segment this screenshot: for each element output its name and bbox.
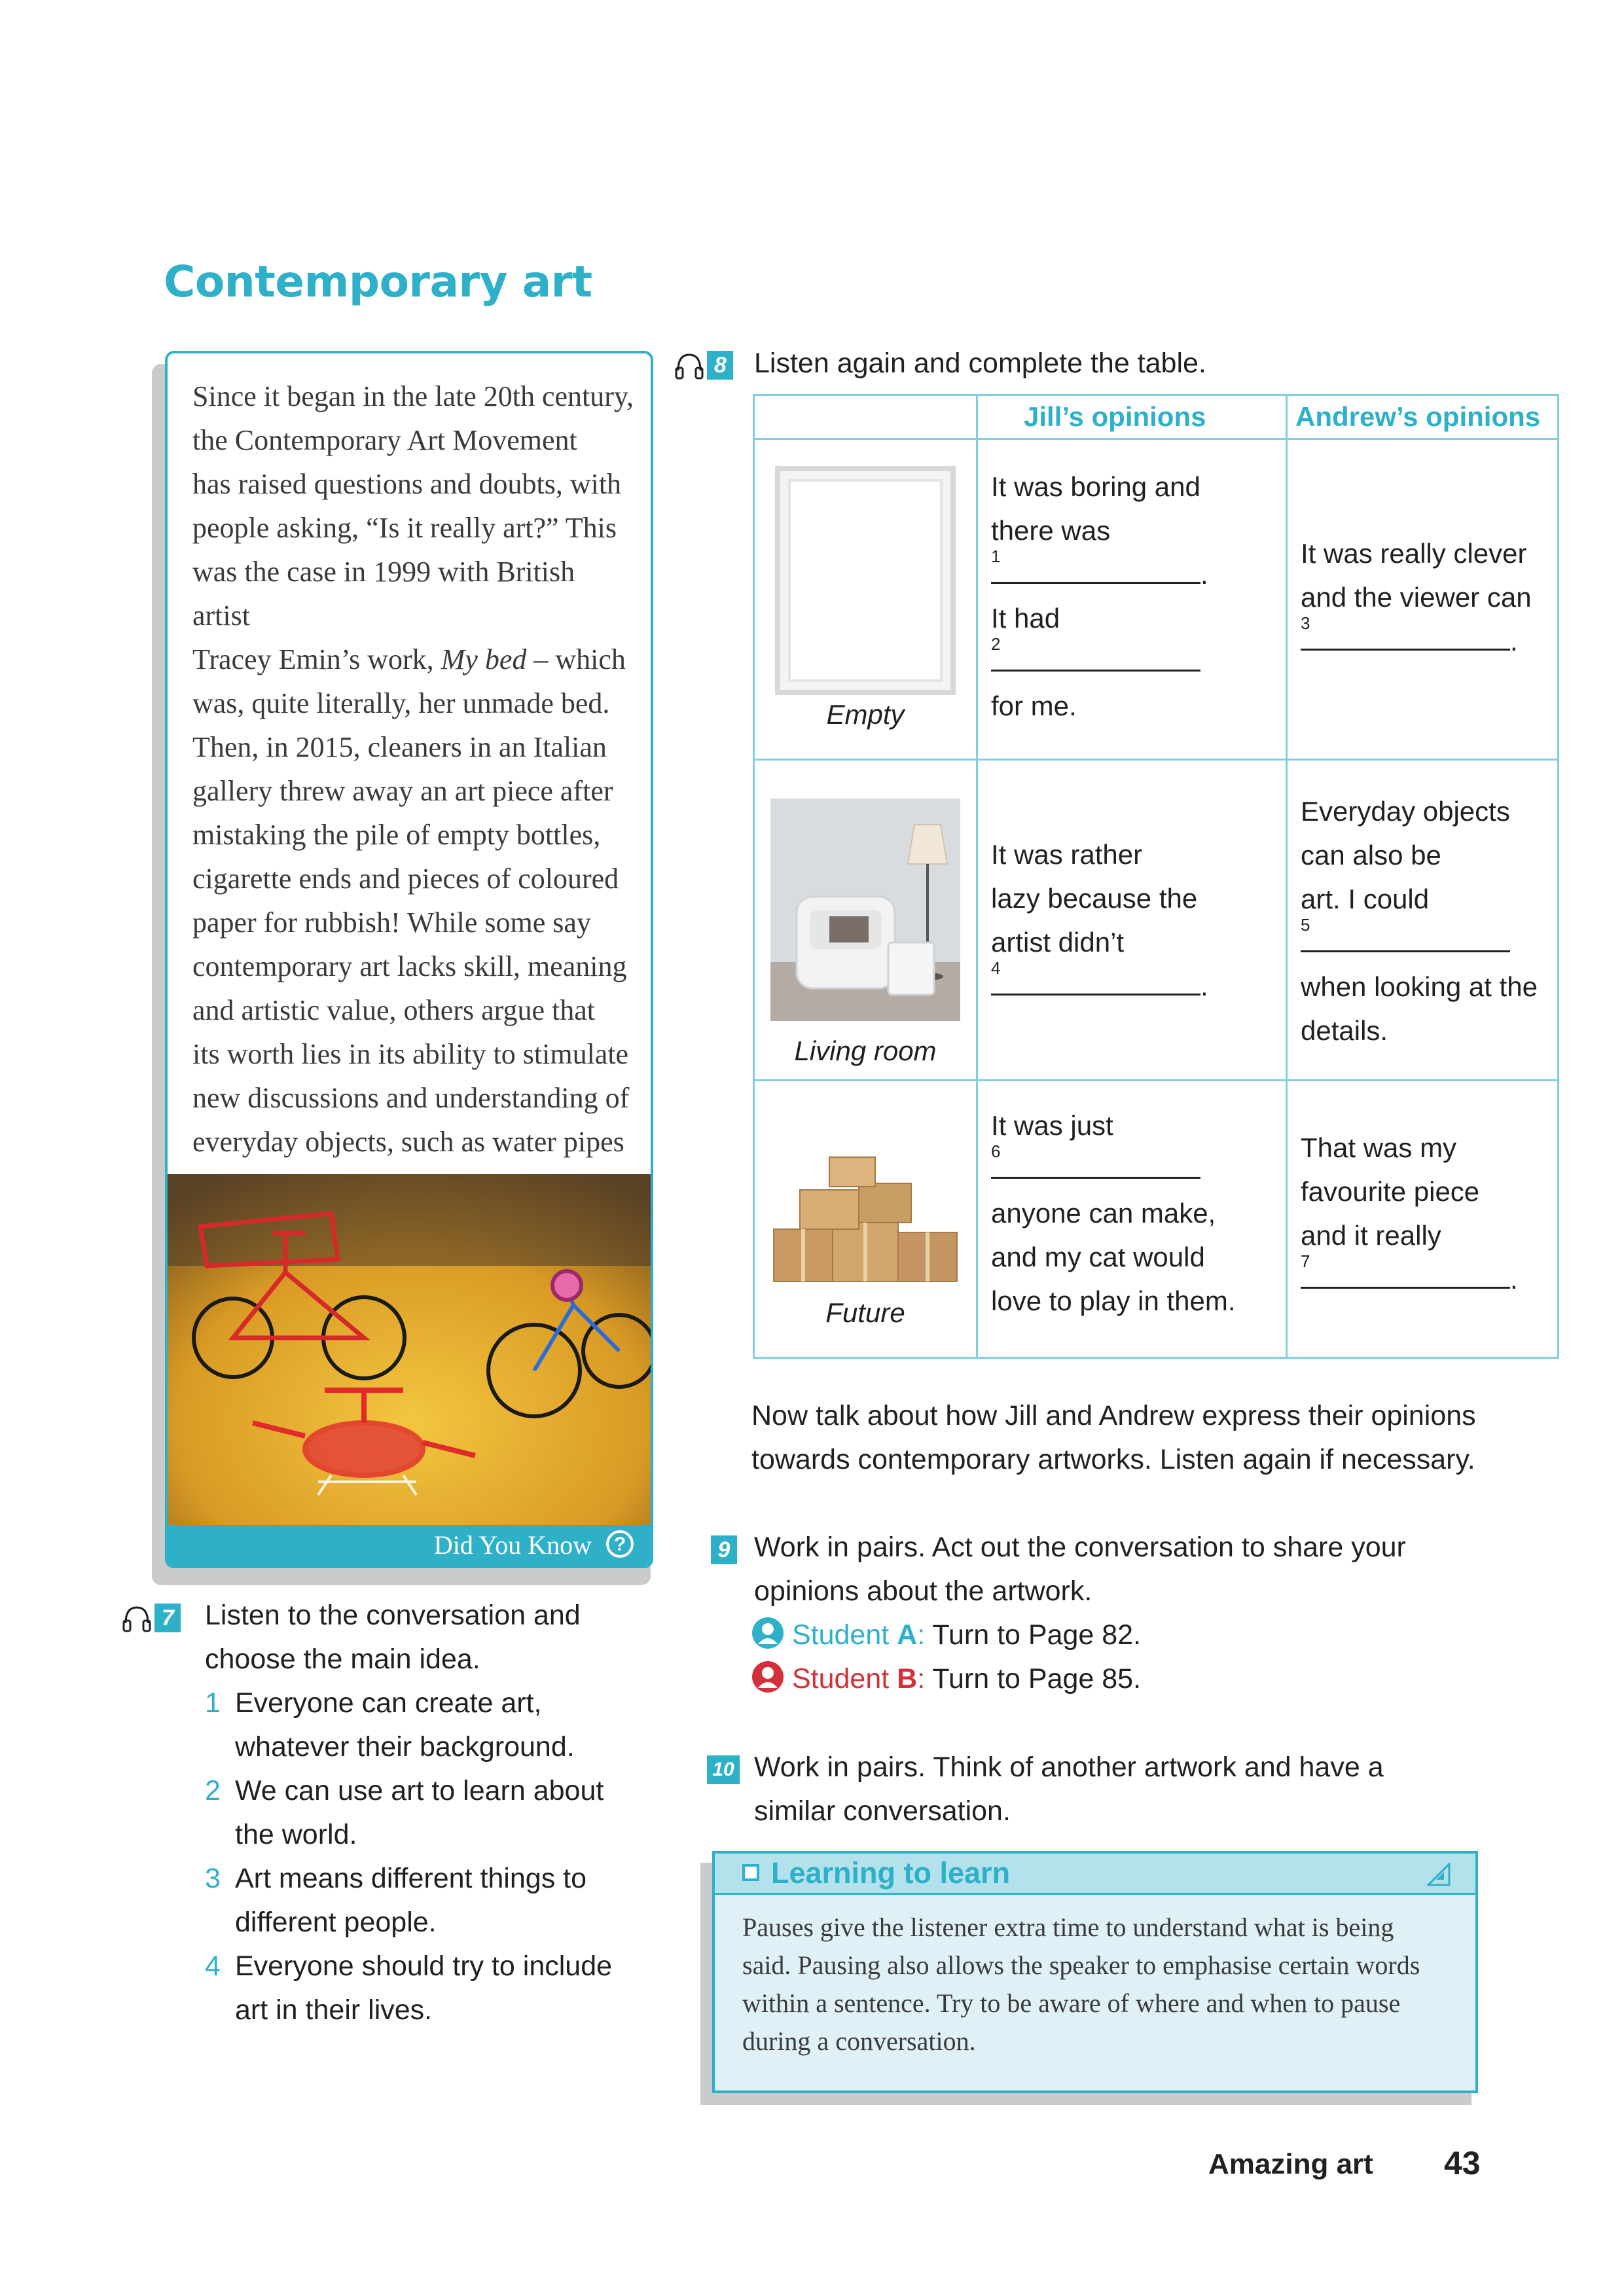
dyk-line: Then, in 2015, cleaners in an Italian <box>192 731 607 763</box>
answer-blank-line <box>1301 613 1557 663</box>
student-a-colon: : <box>917 1619 926 1651</box>
student-b-text: Turn to Page 85. <box>925 1663 1142 1695</box>
table-header-empty <box>754 395 977 439</box>
answer-blank-line <box>991 1141 1286 1191</box>
exercise-number: 7 <box>154 1604 181 1632</box>
opinion-text: details. <box>1301 1015 1388 1046</box>
did-you-know-label: Did You Know <box>433 1530 592 1560</box>
punctuation: . <box>1200 559 1208 590</box>
learning-body <box>742 1909 1449 2060</box>
answer-blank[interactable] <box>1301 915 1510 952</box>
dyk-line: was, quite literally, her unmade bed. <box>192 687 610 719</box>
opinion-text: and it really <box>1301 1220 1441 1251</box>
option-number: 2 <box>205 1775 221 1806</box>
table-row <box>754 760 1559 1081</box>
prompt-line: Work in pairs. Think of another artwork and have a <box>754 1751 1384 1783</box>
dyk-line <box>192 637 638 681</box>
option-number: 4 <box>205 1950 221 1982</box>
punctuation: . <box>1510 626 1518 656</box>
artwork-caption: Future <box>825 1297 905 1328</box>
dyk-line: and artistic value, others argue that <box>192 994 595 1026</box>
dyk-line: new discussions and understanding of <box>192 1082 630 1114</box>
did-you-know-text <box>192 374 638 1208</box>
table-row <box>754 439 1559 760</box>
unit-name: Amazing art <box>1208 2148 1373 2180</box>
opinions-table <box>753 394 1559 1359</box>
student-a-row <box>751 1613 1406 1657</box>
student-b-avatar-icon <box>751 1660 784 1693</box>
exercise-7-prompt <box>205 1594 676 1681</box>
prompt-line: Work in pairs. Act out the conversation to share your <box>754 1532 1406 1563</box>
opinion-text: love to play in them. <box>991 1285 1236 1316</box>
page-number: 43 <box>1444 2145 1481 2181</box>
headphones-icon <box>674 351 704 380</box>
learning-line: during a conversation. <box>742 2026 976 2056</box>
learning-to-learn-box <box>712 1851 1478 2093</box>
jill-opinion-cell <box>977 439 1287 760</box>
answer-blank-line <box>1301 1251 1557 1301</box>
answer-blank[interactable] <box>991 958 1200 996</box>
student-b-row <box>751 1657 1406 1701</box>
opinion-text: when looking at the <box>1301 971 1538 1002</box>
exercise-8 <box>674 351 733 380</box>
exercise-number: 10 <box>707 1755 740 1784</box>
answer-blank[interactable] <box>991 547 1200 584</box>
option-text: Everyone should try to include <box>235 1950 613 1982</box>
opinion-text: and my cat would <box>991 1242 1205 1272</box>
blank-number: 4 <box>991 958 1001 978</box>
artwork-cell <box>754 439 977 760</box>
dyk-line: Since it began in the late 20th century, <box>192 380 634 412</box>
exercise-7-options <box>205 1681 689 2032</box>
exercise-8-followup <box>751 1394 1537 1482</box>
learning-line: within a sentence. Try to be aware of where and when to pause <box>742 1988 1401 2018</box>
opinion-text: That was my <box>1301 1132 1457 1163</box>
blank-number: 1 <box>991 547 1001 566</box>
followup-line: Now talk about how Jill and Andrew express their opinions <box>751 1400 1476 1431</box>
prompt-line: Listen to the conversation and <box>205 1600 581 1631</box>
opinion-text: Everyday objects <box>1301 796 1510 827</box>
dyk-line: the Contemporary Art Movement <box>192 424 577 456</box>
learning-line: said. Pausing also allows the speaker to emphasise certain words <box>742 1950 1420 1980</box>
opinion-text: artist didn’t <box>991 927 1125 958</box>
did-you-know-footer <box>168 1525 651 1566</box>
dyk-line: its worth lies in its ability to stimulate <box>192 1038 629 1070</box>
exercise-10 <box>707 1755 740 1784</box>
punctuation: . <box>1200 971 1208 1001</box>
jill-opinion-cell <box>977 1081 1287 1358</box>
opinion-text: can also be <box>1301 840 1441 870</box>
column-header-andrew: Andrew’s opinions <box>1287 395 1559 439</box>
option-text: whatever their background. <box>235 1731 575 1763</box>
living-room-image <box>770 798 960 1021</box>
opinion-text: It was boring and <box>991 471 1200 502</box>
table-header-row <box>754 395 1559 439</box>
opinion-text: favourite piece <box>1301 1176 1480 1207</box>
dyk-line: contemporary art lacks skill, meaning <box>192 950 627 982</box>
answer-blank-line <box>991 958 1286 1008</box>
answer-blank-line <box>991 634 1286 684</box>
artwork-cell <box>754 760 977 1081</box>
exercise-9 <box>711 1535 737 1564</box>
dyk-line: was the case in 1999 with British artist <box>192 556 575 632</box>
artwork-caption: Empty <box>826 699 905 730</box>
blank-number: 6 <box>991 1141 1001 1161</box>
did-you-know-box <box>165 351 653 1568</box>
empty-frame-image <box>775 466 956 695</box>
answer-blank[interactable] <box>991 634 1200 672</box>
artwork-title: My bed <box>441 643 527 675</box>
learning-line: Pauses give the listener extra time to understand what is being <box>742 1912 1394 1942</box>
dyk-line: gallery threw away an art piece after <box>192 775 613 807</box>
opinion-text: for me. <box>991 691 1077 721</box>
exercise-number: 8 <box>707 351 733 380</box>
punctuation: . <box>1510 1264 1518 1295</box>
prompt-line: similar conversation. <box>754 1795 1011 1827</box>
exercise-number: 9 <box>711 1535 737 1564</box>
jill-opinion-cell <box>977 760 1287 1081</box>
option-number: 1 <box>205 1687 221 1719</box>
andrew-opinion-cell <box>1287 439 1559 760</box>
student-b-label: Student <box>791 1663 897 1695</box>
answer-blank-line <box>991 547 1286 596</box>
option-text: the world. <box>235 1819 357 1850</box>
opinion-text: there was <box>991 515 1111 546</box>
answer-blank[interactable] <box>1301 613 1510 651</box>
followup-line: towards contemporary artworks. Listen again if necessary. <box>751 1444 1475 1475</box>
question-icon: ? <box>606 1530 634 1558</box>
dyk-line-text: Tracey Emin’s work, <box>192 643 441 675</box>
andrew-opinion-cell <box>1287 760 1559 1081</box>
student-a-avatar-icon <box>751 1617 784 1649</box>
blank-number: 2 <box>991 634 1001 654</box>
opinion-text: It was just <box>991 1110 1113 1141</box>
student-a-letter: A <box>897 1619 918 1651</box>
option-text: art in their lives. <box>235 1994 433 2026</box>
option-item[interactable] <box>205 1681 689 1769</box>
column-header-jill: Jill’s opinions <box>977 395 1287 439</box>
option-text: different people. <box>235 1907 437 1938</box>
opinion-text: and the viewer can <box>1301 582 1532 613</box>
exercise-8-prompt: Listen again and complete the table. <box>754 348 1206 379</box>
option-text: Art means different things to <box>235 1863 586 1894</box>
dyk-line: mistaking the pile of empty bottles, <box>192 819 601 851</box>
option-text: We can use art to learn about <box>235 1775 604 1806</box>
dyk-line: has raised questions and doubts, with <box>192 468 622 500</box>
blank-number: 3 <box>1301 613 1310 633</box>
exercise-7 <box>122 1604 181 1632</box>
student-instructions <box>751 1613 1406 1701</box>
dyk-line: cigarette ends and pieces of coloured <box>192 863 619 895</box>
student-a-label: Student <box>791 1619 897 1651</box>
student-a-text: Turn to Page 82. <box>925 1619 1142 1651</box>
opinion-text: It was rather <box>991 839 1143 870</box>
blank-number: 5 <box>1301 915 1310 935</box>
exercise-9-prompt <box>754 1526 1540 1613</box>
prompt-line: opinions about the artwork. <box>754 1575 1092 1607</box>
option-item[interactable] <box>205 1945 689 2032</box>
table-row <box>754 1081 1559 1358</box>
answer-blank[interactable] <box>1301 1251 1510 1289</box>
corner-triangle-icon <box>1427 1863 1451 1886</box>
checkbox-icon[interactable] <box>742 1864 759 1881</box>
exercise-10-prompt <box>754 1746 1540 1833</box>
answer-blank-line <box>1301 915 1557 965</box>
headphones-icon <box>122 1604 152 1632</box>
wire-sculptures-photo <box>168 1174 653 1528</box>
opinion-text: anyone can make, <box>991 1198 1216 1229</box>
page-title: Contemporary art <box>164 257 592 307</box>
blank-number: 7 <box>1301 1251 1310 1271</box>
learning-title: Learning to learn <box>771 1856 1011 1890</box>
dyk-line: paper for rubbish! While some say <box>192 906 591 939</box>
opinion-text: It was really clever <box>1301 538 1527 569</box>
student-b-letter: B <box>897 1663 918 1695</box>
artwork-cell <box>754 1081 977 1358</box>
opinion-text: art. I could <box>1301 884 1430 914</box>
cardboard-boxes-image <box>767 1151 964 1288</box>
dyk-line: people asking, “Is it really art?” This <box>192 512 617 544</box>
opinion-text: lazy because the <box>991 883 1198 914</box>
dyk-line-text: – which <box>526 643 626 675</box>
option-item[interactable] <box>205 1769 689 1857</box>
student-b-colon: : <box>917 1663 926 1695</box>
option-number: 3 <box>205 1863 221 1894</box>
andrew-opinion-cell <box>1287 1081 1559 1358</box>
option-text: Everyone can create art, <box>235 1687 542 1719</box>
dyk-line: everyday objects, such as water pipes <box>192 1126 624 1158</box>
artwork-caption: Living room <box>794 1035 937 1066</box>
prompt-line: choose the main idea. <box>205 1643 480 1675</box>
answer-blank[interactable] <box>991 1141 1200 1179</box>
option-item[interactable] <box>205 1857 689 1945</box>
learning-header <box>715 1854 1475 1895</box>
opinion-text: It had <box>991 603 1060 634</box>
